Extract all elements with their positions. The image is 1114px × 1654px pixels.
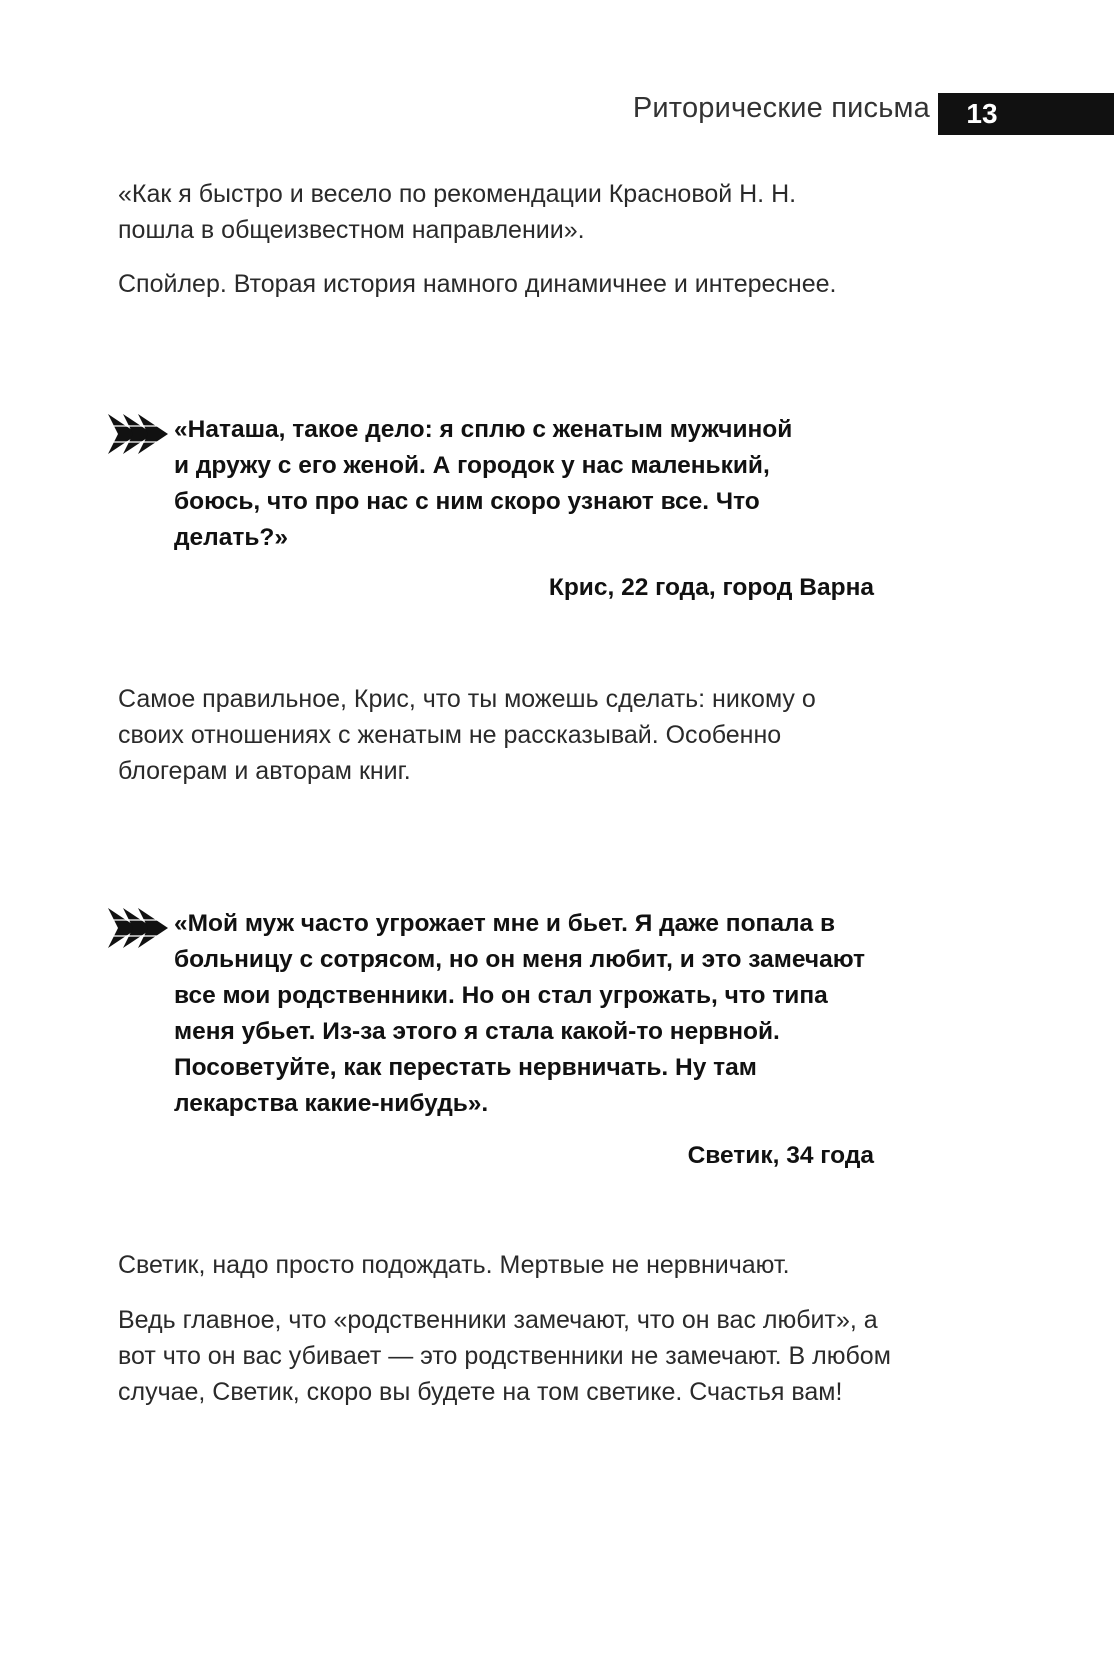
letter-1-signature: Крис, 22 года, город Варна (548, 574, 874, 601)
letter-1-text: «Наташа, такое дело: я сплю с женатым мужчиной и дружу с его женой. А городок у нас маленький, боюсь, что про нас с ним скоро узнают все. Что делать?» (174, 416, 793, 551)
letter-2-signature: Светик, 34 года (687, 1142, 874, 1169)
triple-arrow-icon (108, 414, 170, 454)
letter-1-answer: Самое правильное, Крис, что ты можешь сделать: никому о своих отношениях с женатым не рассказывай. Особенно блогерам и авторам книг. (118, 685, 816, 785)
running-title: Риторические письма (632, 92, 930, 124)
page-number-tab (938, 93, 1114, 135)
letter-2-text: «Мой муж часто угрожает мне и бьет. Я даже попала в больницу с сотрясом, но он меня любит, и это замечают все мои родственники. Но он стал угрожать, что типа меня убьет. Из-за этого я стала какой-то нервной. Посоветуйте, как перестать нервничать. Ну там лекарства какие-нибудь». (174, 910, 866, 1117)
letter-2-answer-1: Светик, надо просто подождать. Мертвые не нервничают. (118, 1251, 790, 1279)
intro-quote: «Как я быстро и весело по рекомендации Красновой Н. Н. пошла в общеизвестном направлении». (118, 180, 797, 244)
page-number: 13 (966, 98, 998, 129)
triple-arrow-icon (108, 908, 170, 948)
intro-spoiler: Спойлер. Вторая история намного динамичнее и интереснее. (118, 270, 837, 298)
letter-2-answer-2: Ведь главное, что «родственники замечают, что он вас любит», а вот что он вас убивает — это родственники не замечают. В любом случае, Светик, скоро вы будете на том светике. Счастья вам! (118, 1306, 891, 1406)
